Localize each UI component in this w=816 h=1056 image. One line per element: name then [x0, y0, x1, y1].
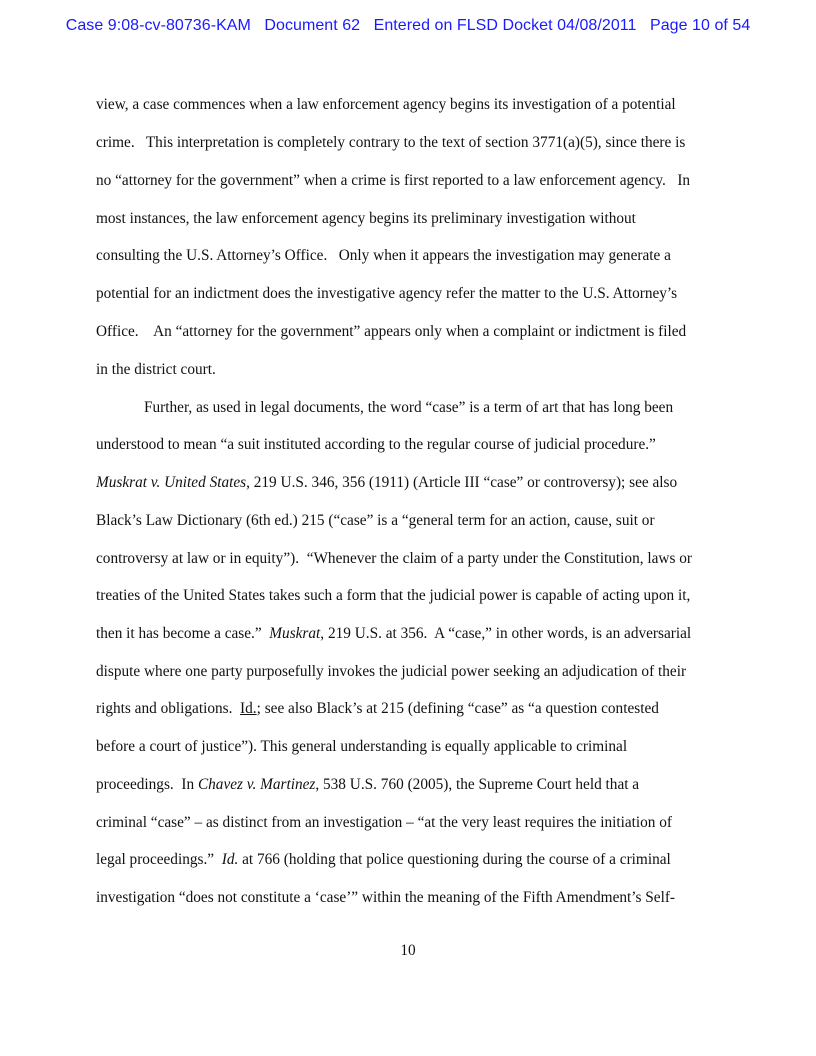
body-line-17 [96, 700, 659, 718]
body-line-18: before a court of justice”). This general understanding is equally applicable to criminal [96, 738, 628, 755]
body-line-15-rest: , 219 U.S. at 356. A “case,” in other words, is an adversarial [320, 625, 692, 642]
body-line-21-pre: legal proceedings.” [96, 851, 222, 868]
body-line-3: no “attorney for the government” when a crime is first reported to a law enforcement agency. In [96, 172, 691, 189]
body-line-17-rest: ; see also Black’s at 215 (defining “case” as “a question contested [256, 700, 659, 717]
body-line-13: controversy at law or in equity”). “Whenever the claim of a party under the Constitution, laws or [96, 550, 692, 567]
case-citation-chavez: Chavez v. Martinez [197, 776, 316, 793]
body-line-21-rest: at 766 (holding that police questioning during the course of a criminal [238, 851, 671, 868]
body-line-11-rest: , 219 U.S. 346, 356 (1911) (Article III “case” or controversy); see also [246, 474, 678, 491]
body-line-8: in the district court. [96, 361, 216, 378]
body-line-21 [96, 851, 671, 869]
header-page: Page 10 of 54 [649, 17, 751, 34]
header-case-number: Case 9:08-cv-80736-KAM [65, 17, 251, 34]
body-line-11 [96, 474, 677, 492]
header-entered: Entered on FLSD Docket 04/08/2011 [373, 17, 637, 34]
id-citation-underlined: Id. [240, 700, 257, 717]
body-line-22: investigation “does not constitute a ‘case’” within the meaning of the Fifth Amendment’s Self- [96, 889, 676, 906]
body-line-19-pre: proceedings. In [96, 776, 198, 793]
body-line-15 [96, 625, 691, 643]
body-line-7: Office. An “attorney for the government” appears only when a complaint or indictment is filed [96, 323, 687, 340]
page-number: 10 [400, 942, 416, 959]
body-line-17-pre: rights and obligations. [96, 700, 241, 717]
docket-header [0, 17, 816, 35]
body-line-1: view, a case commences when a law enforcement agency begins its investigation of a potential [96, 96, 676, 113]
header-document-number: Document 62 [264, 17, 361, 34]
id-citation-italic: Id. [221, 851, 239, 868]
body-line-19 [96, 776, 639, 794]
body-line-15-pre: then it has become a case.” [96, 625, 270, 642]
body-line-20: criminal “case” – as distinct from an investigation – “at the very least requires the initiation of [96, 814, 672, 831]
body-line-19-rest: , 538 U.S. 760 (2005), the Supreme Court held that a [315, 776, 640, 793]
body-line-10: understood to mean “a suit instituted according to the regular course of judicial procedure.” [96, 436, 656, 453]
body-line-2: crime. This interpretation is completely contrary to the text of section 3771(a)(5), since there is [96, 134, 686, 151]
case-citation-muskrat: Muskrat v. United States [96, 474, 247, 491]
case-citation-muskrat-short: Muskrat [269, 625, 321, 642]
body-line-9: Further, as used in legal documents, the word “case” is a term of art that has long been [144, 399, 674, 416]
body-line-6: potential for an indictment does the investigative agency refer the matter to the U.S. Attorney’s [96, 285, 678, 302]
body-line-16: dispute where one party purposefully invokes the judicial power seeking an adjudication of their [96, 663, 687, 680]
body-line-14: treaties of the United States takes such a form that the judicial power is capable of acting upon it, [96, 587, 691, 604]
body-line-4: most instances, the law enforcement agency begins its preliminary investigation without [96, 210, 636, 227]
body-line-12: Black’s Law Dictionary (6th ed.) 215 (“case” is a “general term for an action, cause, suit or [96, 512, 655, 529]
body-line-5: consulting the U.S. Attorney’s Office. Only when it appears the investigation may generate a [96, 247, 671, 264]
